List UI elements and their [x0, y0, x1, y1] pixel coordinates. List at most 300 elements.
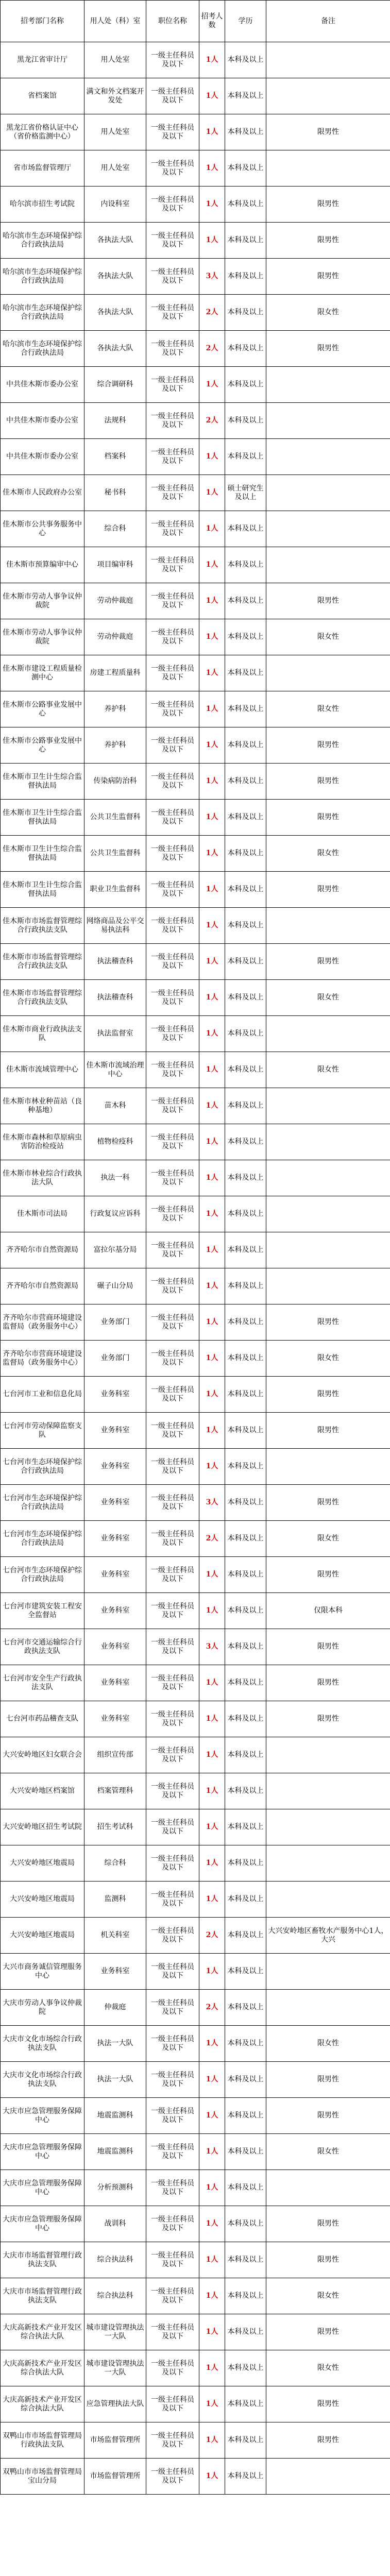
table-row [1, 1918, 390, 1954]
table-row [1, 1593, 390, 1629]
cell-remark [266, 1124, 390, 1160]
cell-position: 一级主任科员及以下 [146, 2314, 199, 2350]
cell-position: 一级主任科员及以下 [146, 547, 199, 583]
cell-office: 综合执法科 [84, 2278, 146, 2314]
table-row [1, 2242, 390, 2278]
cell-dept: 双鸭山市市场监督管理局行政执法支队 [1, 2422, 84, 2459]
cell-office: 地震监测科 [84, 2098, 146, 2134]
cell-education: 本科及以上 [225, 872, 266, 908]
cell-education: 本科及以上 [225, 259, 266, 295]
cell-count: 1人 [199, 1160, 225, 1196]
cell-position: 一级主任科员及以下 [146, 2350, 199, 2386]
cell-dept: 佳木斯市市场监督管理综合行政执法支队 [1, 980, 84, 1016]
cell-dept: 大兴市商务诚信管理服务中心 [1, 1954, 84, 1990]
cell-position: 一级主任科员及以下 [146, 1124, 199, 1160]
cell-remark [266, 439, 390, 475]
cell-count: 1人 [199, 1268, 225, 1304]
cell-office: 城市建设管理执法一大队 [84, 2350, 146, 2386]
cell-remark: 限男性 [266, 223, 390, 259]
cell-count: 1人 [199, 1449, 225, 1485]
cell-remark: 限女性 [266, 2278, 390, 2314]
cell-remark [266, 1737, 390, 1773]
cell-education: 本科及以上 [225, 1052, 266, 1088]
cell-dept: 齐齐哈尔市自然资源局 [1, 1232, 84, 1268]
table-row [1, 619, 390, 655]
cell-remark: 仅限本科 [266, 1593, 390, 1629]
cell-dept: 大庆市市场监督管理行政执法支队 [1, 2278, 84, 2314]
cell-dept: 大庆市文化市场综合行政执法支队 [1, 2062, 84, 2098]
cell-office: 分析预测科 [84, 2170, 146, 2206]
table-row [1, 114, 390, 150]
table-row [1, 1124, 390, 1160]
cell-education: 本科及以上 [225, 1160, 266, 1196]
cell-dept: 佳木斯市公共事务服务中心 [1, 511, 84, 547]
cell-education: 本科及以上 [225, 800, 266, 836]
cell-count: 1人 [199, 2170, 225, 2206]
cell-dept: 省市场监督管理厅 [1, 150, 84, 187]
cell-office: 各执法大队 [84, 223, 146, 259]
cell-dept: 哈尔滨市生态环境保护综合行政执法局 [1, 259, 84, 295]
cell-education: 本科及以上 [225, 583, 266, 619]
cell-office: 综合科 [84, 511, 146, 547]
table-row [1, 42, 390, 78]
cell-office: 执法稽查科 [84, 980, 146, 1016]
cell-position: 一级主任科员及以下 [146, 764, 199, 800]
cell-office: 执法监督室 [84, 1016, 146, 1052]
table-row [1, 872, 390, 908]
cell-education: 本科及以上 [225, 114, 266, 150]
cell-count: 1人 [199, 2350, 225, 2386]
cell-education: 本科及以上 [225, 2062, 266, 2098]
cell-dept: 佳木斯市司法局 [1, 1196, 84, 1232]
table-row [1, 1052, 390, 1088]
cell-education: 本科及以上 [225, 2242, 266, 2278]
cell-education: 本科及以上 [225, 1629, 266, 1665]
cell-remark: 限男性 [266, 331, 390, 367]
cell-education: 本科及以上 [225, 908, 266, 944]
cell-remark: 限女性 [266, 2350, 390, 2386]
cell-education: 本科及以上 [225, 1773, 266, 1809]
cell-remark [266, 475, 390, 511]
cell-office: 执法一大队 [84, 2062, 146, 2098]
cell-count: 1人 [199, 2134, 225, 2170]
cell-office: 法规科 [84, 403, 146, 439]
cell-count: 1人 [199, 980, 225, 1016]
cell-office: 项目编审科 [84, 547, 146, 583]
cell-remark [266, 403, 390, 439]
cell-remark: 限女性 [266, 836, 390, 872]
cell-remark [266, 1809, 390, 1845]
cell-count: 1人 [199, 1232, 225, 1268]
cell-count: 1人 [199, 2062, 225, 2098]
cell-remark: 限女性 [266, 295, 390, 331]
cell-remark: 限男性 [266, 1557, 390, 1593]
cell-count: 1人 [199, 1701, 225, 1737]
header-education: 学历 [225, 1, 266, 42]
cell-count: 1人 [199, 1593, 225, 1629]
cell-dept: 七台河市交通运输综合行政执法支队 [1, 1629, 84, 1665]
cell-dept: 哈尔滨市生态环境保护综合行政执法局 [1, 331, 84, 367]
cell-dept: 黑龙江省审计厅 [1, 42, 84, 78]
cell-count: 1人 [199, 1845, 225, 1882]
cell-education: 本科及以上 [225, 1701, 266, 1737]
cell-remark: 限男性 [266, 2386, 390, 2422]
table-row [1, 547, 390, 583]
cell-count: 3人 [199, 259, 225, 295]
cell-remark: 限女性 [266, 1341, 390, 1377]
cell-position: 一级主任科员及以下 [146, 1521, 199, 1557]
cell-office: 各执法大队 [84, 295, 146, 331]
table-row [1, 1160, 390, 1196]
table-row [1, 1882, 390, 1918]
cell-position: 一级主任科员及以下 [146, 1665, 199, 1701]
table-row [1, 2314, 390, 2350]
cell-remark: 限男性 [266, 187, 390, 223]
cell-count: 2人 [199, 295, 225, 331]
cell-position: 一级主任科员及以下 [146, 1737, 199, 1773]
cell-remark [266, 511, 390, 547]
cell-office: 公共卫生监督科 [84, 836, 146, 872]
cell-count: 1人 [199, 908, 225, 944]
cell-education: 本科及以上 [225, 1954, 266, 1990]
table-row [1, 1485, 390, 1521]
cell-position: 一级主任科员及以下 [146, 2098, 199, 2134]
cell-dept: 大庆市文化市场综合行政执法支队 [1, 2026, 84, 2062]
cell-education: 本科及以上 [225, 1809, 266, 1845]
cell-dept: 佳木斯市卫生计生综合监督执法局 [1, 764, 84, 800]
cell-position: 一级主任科员及以下 [146, 1701, 199, 1737]
cell-remark: 限女性 [266, 2026, 390, 2062]
cell-dept: 佳木斯市市场监督管理综合行政执法支队 [1, 908, 84, 944]
cell-dept: 七台河市药品稽查支队 [1, 1701, 84, 1737]
cell-office: 组织宣传部 [84, 1737, 146, 1773]
cell-position: 一级主任科员及以下 [146, 1196, 199, 1232]
cell-count: 1人 [199, 727, 225, 764]
header-count: 招考人数 [199, 1, 225, 42]
table-row [1, 2134, 390, 2170]
cell-education: 本科及以上 [225, 727, 266, 764]
table-row [1, 1232, 390, 1268]
cell-office: 业务科室 [84, 1954, 146, 1990]
cell-dept: 七台河市工业和信息化局 [1, 1377, 84, 1413]
cell-office: 综合科 [84, 1845, 146, 1882]
cell-remark: 限男性 [266, 2098, 390, 2134]
cell-education: 本科及以上 [225, 547, 266, 583]
cell-position: 一级主任科员及以下 [146, 2422, 199, 2459]
cell-remark [266, 2170, 390, 2206]
header-dept: 招考部门名称 [1, 1, 84, 42]
cell-education: 本科及以上 [225, 1845, 266, 1882]
cell-dept: 大兴安岭地区地震局 [1, 1845, 84, 1882]
cell-position: 一级主任科员及以下 [146, 980, 199, 1016]
cell-position: 一级主任科员及以下 [146, 2206, 199, 2242]
cell-remark [266, 908, 390, 944]
cell-count: 1人 [199, 1413, 225, 1449]
cell-office: 富拉尔基分局 [84, 1232, 146, 1268]
cell-position: 一级主任科员及以下 [146, 1160, 199, 1196]
cell-office: 传染病防治科 [84, 764, 146, 800]
cell-dept: 佳木斯市公路事业发展中心 [1, 727, 84, 764]
cell-position: 一级主任科员及以下 [146, 691, 199, 727]
cell-office: 各执法大队 [84, 259, 146, 295]
cell-position: 一级主任科员及以下 [146, 150, 199, 187]
cell-dept: 中共佳木斯市委办公室 [1, 367, 84, 403]
cell-count: 1人 [199, 1016, 225, 1052]
cell-education: 本科及以上 [225, 1232, 266, 1268]
cell-position: 一级主任科员及以下 [146, 367, 199, 403]
cell-position: 一级主任科员及以下 [146, 727, 199, 764]
cell-dept: 齐齐哈尔市自然资源局 [1, 1268, 84, 1304]
cell-dept: 佳木斯市劳动人事争议仲裁院 [1, 583, 84, 619]
cell-dept: 佳木斯市预算编审中心 [1, 547, 84, 583]
header-position: 职位名称 [146, 1, 199, 42]
cell-dept: 七台河市生态环境保护综合行政执法局 [1, 1449, 84, 1485]
cell-position: 一级主任科员及以下 [146, 619, 199, 655]
cell-remark: 限男性 [266, 727, 390, 764]
cell-dept: 哈尔滨市生态环境保护综合行政执法局 [1, 295, 84, 331]
cell-position: 一级主任科员及以下 [146, 1593, 199, 1629]
table-row [1, 944, 390, 980]
cell-remark: 大兴安岭地区畜牧水产服务中心1人，大兴 [266, 1918, 390, 1954]
cell-dept: 双鸭山市市场监督管理局宝山分局 [1, 2459, 84, 2495]
cell-education: 本科及以上 [225, 1449, 266, 1485]
cell-position: 一级主任科员及以下 [146, 1918, 199, 1954]
cell-count: 1人 [199, 2459, 225, 2495]
cell-dept: 齐齐哈尔市营商环境建设监督局（政务服务中心） [1, 1341, 84, 1377]
cell-remark: 限男性 [266, 1304, 390, 1341]
cell-count: 1人 [199, 1052, 225, 1088]
cell-dept: 大庆市应急管理服务保障中心 [1, 2098, 84, 2134]
cell-education: 本科及以上 [225, 691, 266, 727]
cell-office: 业务科室 [84, 1665, 146, 1701]
table-row [1, 1088, 390, 1124]
table-row [1, 1809, 390, 1845]
cell-position: 一级主任科员及以下 [146, 259, 199, 295]
cell-office: 监测科 [84, 1882, 146, 1918]
cell-count: 1人 [199, 1737, 225, 1773]
cell-education: 本科及以上 [225, 1557, 266, 1593]
cell-office: 业务科室 [84, 1377, 146, 1413]
cell-position: 一级主任科员及以下 [146, 908, 199, 944]
cell-office: 仲裁庭 [84, 1990, 146, 2026]
cell-remark: 限女性 [266, 980, 390, 1016]
cell-remark: 限男性 [266, 872, 390, 908]
cell-education: 本科及以上 [225, 619, 266, 655]
cell-position: 一级主任科员及以下 [146, 2278, 199, 2314]
cell-remark: 限男性 [266, 1629, 390, 1665]
cell-education: 本科及以上 [225, 403, 266, 439]
cell-education: 本科及以上 [225, 1196, 266, 1232]
cell-remark [266, 1773, 390, 1809]
cell-education: 本科及以上 [225, 2314, 266, 2350]
table-row [1, 2062, 390, 2098]
cell-count: 1人 [199, 1341, 225, 1377]
cell-office: 市场监督管理所 [84, 2459, 146, 2495]
table-row [1, 367, 390, 403]
cell-dept: 大兴安岭地区档案馆 [1, 1773, 84, 1809]
cell-office: 满文和外文档案开发处 [84, 78, 146, 114]
cell-remark [266, 1954, 390, 1990]
table-row [1, 655, 390, 691]
cell-education: 本科及以上 [225, 980, 266, 1016]
cell-office: 综合执法科 [84, 2242, 146, 2278]
cell-position: 一级主任科员及以下 [146, 2242, 199, 2278]
cell-count: 1人 [199, 2278, 225, 2314]
cell-position: 一级主任科员及以下 [146, 2459, 199, 2495]
cell-office: 职业卫生监督科 [84, 872, 146, 908]
cell-education: 本科及以上 [225, 331, 266, 367]
cell-count: 1人 [199, 187, 225, 223]
cell-office: 机关科室 [84, 1918, 146, 1954]
cell-dept: 佳木斯市卫生计生综合监督执法局 [1, 872, 84, 908]
cell-education: 本科及以上 [225, 944, 266, 980]
cell-dept: 大兴安岭地区地震局 [1, 1882, 84, 1918]
cell-count: 3人 [199, 1629, 225, 1665]
cell-office: 用人处室 [84, 150, 146, 187]
header-row [1, 1, 390, 42]
table-row [1, 2026, 390, 2062]
cell-office: 劳动仲裁庭 [84, 583, 146, 619]
cell-position: 一级主任科员及以下 [146, 1052, 199, 1088]
table-row [1, 800, 390, 836]
cell-dept: 中共佳木斯市委办公室 [1, 403, 84, 439]
cell-remark: 限男性 [266, 1377, 390, 1413]
cell-office: 内设科室 [84, 187, 146, 223]
cell-position: 一级主任科员及以下 [146, 187, 199, 223]
cell-count: 1人 [199, 800, 225, 836]
table-row [1, 1845, 390, 1882]
cell-office: 档案管理科 [84, 1773, 146, 1809]
table-row [1, 1304, 390, 1341]
cell-education: 本科及以上 [225, 1124, 266, 1160]
cell-dept: 哈尔滨市招生考试院 [1, 187, 84, 223]
cell-remark: 限男性 [266, 2062, 390, 2098]
cell-remark [266, 1088, 390, 1124]
cell-dept: 大庆高新技术产业开发区综合执法大队 [1, 2386, 84, 2422]
table-row [1, 1629, 390, 1665]
cell-count: 1人 [199, 78, 225, 114]
cell-position: 一级主任科员及以下 [146, 223, 199, 259]
cell-education: 本科及以上 [225, 367, 266, 403]
cell-position: 一级主任科员及以下 [146, 42, 199, 78]
cell-remark: 限男性 [266, 1665, 390, 1701]
cell-office: 档案科 [84, 439, 146, 475]
cell-count: 1人 [199, 511, 225, 547]
cell-office: 业务科室 [84, 1485, 146, 1521]
cell-dept: 佳木斯市林业综合行政执法大队 [1, 1160, 84, 1196]
table-row [1, 1341, 390, 1377]
table-row [1, 259, 390, 295]
cell-education: 本科及以上 [225, 2170, 266, 2206]
header-office: 用人处（科）室 [84, 1, 146, 42]
cell-count: 1人 [199, 475, 225, 511]
cell-count: 2人 [199, 331, 225, 367]
cell-count: 1人 [199, 1773, 225, 1809]
cell-dept: 齐齐哈尔市营商环境建设监督局（政务服务中心） [1, 1304, 84, 1341]
cell-dept: 七台河市劳动保障监察支队 [1, 1413, 84, 1449]
cell-dept: 大庆市市场监督管理行政执法支队 [1, 2242, 84, 2278]
cell-remark: 限男性 [266, 944, 390, 980]
cell-count: 2人 [199, 1521, 225, 1557]
cell-count: 1人 [199, 1665, 225, 1701]
cell-education: 本科及以上 [225, 1665, 266, 1701]
table-row [1, 223, 390, 259]
table-row [1, 1268, 390, 1304]
cell-position: 一级主任科员及以下 [146, 1954, 199, 1990]
cell-remark [266, 150, 390, 187]
cell-position: 一级主任科员及以下 [146, 1882, 199, 1918]
cell-education: 本科及以上 [225, 1737, 266, 1773]
cell-remark: 限男性 [266, 259, 390, 295]
cell-office: 业务科室 [84, 1413, 146, 1449]
cell-dept: 黑龙江省价格认证中心（省价格监测中心） [1, 114, 84, 150]
cell-remark [266, 1160, 390, 1196]
cell-position: 一级主任科员及以下 [146, 475, 199, 511]
cell-dept: 佳木斯市林业种苗站（良种基地） [1, 1088, 84, 1124]
cell-position: 一级主任科员及以下 [146, 1268, 199, 1304]
cell-count: 1人 [199, 619, 225, 655]
cell-remark [266, 1990, 390, 2026]
cell-remark: 限男性 [266, 2314, 390, 2350]
cell-education: 本科及以上 [225, 295, 266, 331]
cell-position: 一级主任科员及以下 [146, 403, 199, 439]
cell-office: 业务科室 [84, 1449, 146, 1485]
cell-position: 一级主任科员及以下 [146, 1377, 199, 1413]
cell-position: 一级主任科员及以下 [146, 331, 199, 367]
cell-remark: 限女性 [266, 2134, 390, 2170]
cell-office: 执法一大队 [84, 2026, 146, 2062]
cell-dept: 佳木斯市人民政府办公室 [1, 475, 84, 511]
cell-education: 本科及以上 [225, 2278, 266, 2314]
table-row [1, 1016, 390, 1052]
cell-remark: 限男性 [266, 764, 390, 800]
cell-dept: 七台河市安全生产行政执法支队 [1, 1665, 84, 1701]
cell-position: 一级主任科员及以下 [146, 1016, 199, 1052]
cell-education: 本科及以上 [225, 1521, 266, 1557]
cell-position: 一级主任科员及以下 [146, 583, 199, 619]
cell-position: 一级主任科员及以下 [146, 1232, 199, 1268]
cell-dept: 大兴安岭地区招生考试院 [1, 1809, 84, 1845]
table-row [1, 1557, 390, 1593]
cell-education: 本科及以上 [225, 2098, 266, 2134]
cell-office: 应急管理执法大队 [84, 2386, 146, 2422]
cell-remark [266, 1845, 390, 1882]
cell-education: 本科及以上 [225, 42, 266, 78]
cell-dept: 佳木斯市市场监督管理综合行政执法支队 [1, 944, 84, 980]
cell-count: 1人 [199, 223, 225, 259]
cell-dept: 大庆市应急管理服务保障中心 [1, 2170, 84, 2206]
cell-dept: 哈尔滨市生态环境保护综合行政执法局 [1, 223, 84, 259]
cell-count: 2人 [199, 1990, 225, 2026]
cell-remark: 限女性 [266, 1521, 390, 1557]
cell-position: 一级主任科员及以下 [146, 1990, 199, 2026]
cell-office: 碾子山分局 [84, 1268, 146, 1304]
cell-office: 各执法大队 [84, 331, 146, 367]
cell-position: 一级主任科员及以下 [146, 1809, 199, 1845]
cell-count: 1人 [199, 583, 225, 619]
cell-education: 本科及以上 [225, 150, 266, 187]
cell-remark: 限男性 [266, 1413, 390, 1449]
table-row [1, 727, 390, 764]
cell-position: 一级主任科员及以下 [146, 800, 199, 836]
cell-office: 业务科室 [84, 1557, 146, 1593]
cell-remark [266, 547, 390, 583]
cell-position: 一级主任科员及以下 [146, 2386, 199, 2422]
cell-count: 1人 [199, 1377, 225, 1413]
cell-position: 一级主任科员及以下 [146, 2170, 199, 2206]
cell-remark: 限女性 [266, 691, 390, 727]
table-row [1, 78, 390, 114]
